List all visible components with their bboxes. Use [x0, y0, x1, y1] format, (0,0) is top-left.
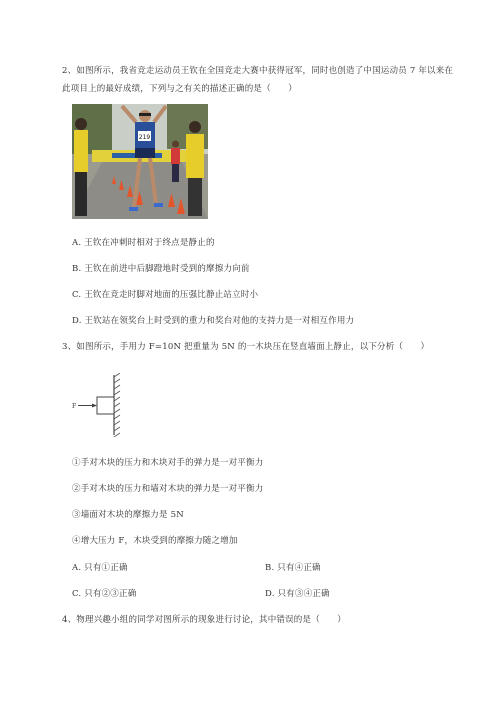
q3-statement-4: ④增大压力 F，木块受到的摩擦力随之增加: [72, 536, 238, 546]
q2-option-d: D. 王钦站在领奖台上时受到的重力和奖台对他的支持力是一对相互作用力: [72, 316, 355, 326]
bib-number: 219: [138, 134, 151, 141]
q2-option-a: A. 王钦在冲刺时相对于终点是静止的: [72, 238, 215, 248]
q3-option-c: C. 只有②③正确: [72, 589, 137, 599]
wall-hatching: [114, 373, 120, 437]
wall-block-force-diagram: [70, 373, 126, 437]
q4-stem: 4、物理兴趣小组的同学对图所示的现象进行讨论，其中错误的是（ ）: [62, 615, 347, 625]
q2-option-b: B. 王钦在前进中后脚蹬地时受到的摩擦力向前: [72, 264, 250, 274]
q3-stem: 3、如图所示，手用力 F=10N 把重量为 5N 的一木块压在竖直墙面上静止，以下分析（ ）: [62, 342, 430, 352]
q3-option-b: B. 只有④正确: [265, 563, 321, 573]
q3-statement-2: ②手对木块的压力和墙对木块的弹力是一对平衡力: [72, 484, 264, 494]
q3-option-a: A. 只有①正确: [72, 563, 128, 573]
q2-stem-line1: 2、如图所示，我省竞走运动员王钦在全国竞走大赛中获得冠军，同时也创造了中国运动员 7 年以来在: [62, 66, 454, 76]
q3-statement-1: ①手对木块的压力和木块对手的弹力是一对平衡力: [72, 458, 264, 468]
wooden-block: [97, 397, 114, 414]
q3-statement-3: ③墙面对木块的摩擦力是 5N: [72, 510, 184, 520]
race-walker-photo: [72, 104, 208, 219]
q3-option-d: D. 只有③④正确: [265, 589, 330, 599]
race-walker-illustration: [72, 104, 208, 219]
q2-stem-line2: 此项目上的最好成绩，下列与之有关的描述正确的是（ ）: [62, 84, 297, 94]
force-label: F: [72, 403, 77, 410]
q2-option-c: C. 王钦在竞走时脚对地面的压强比静止站立时小: [72, 290, 259, 300]
